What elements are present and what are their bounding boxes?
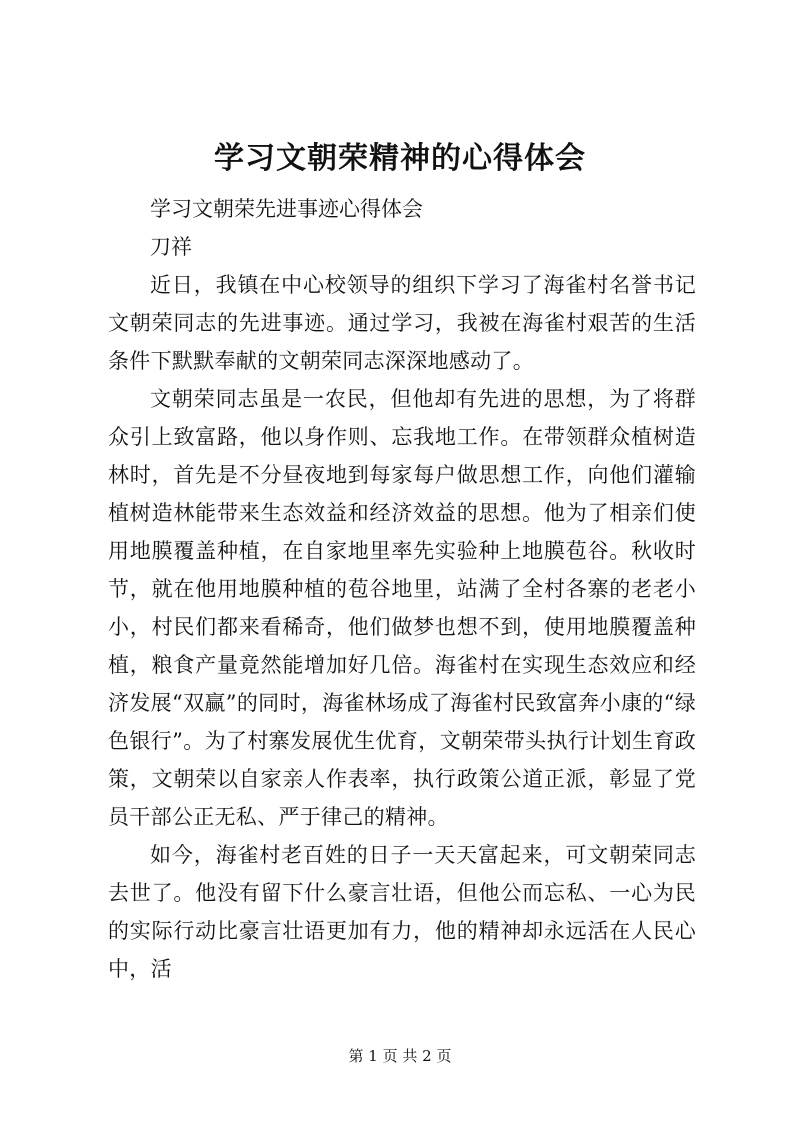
paragraph: 如今，海雀村老百姓的日子一天天富起来，可文朝荣同志去世了。他没有留下什么豪言壮语，但他公而忘私、一心为民的实际行动比豪言壮语更加有力，他的精神却永远活在人民心中，活 <box>108 843 696 981</box>
document-subtitle: 学习文朝荣先进事迹心得体会 <box>150 197 423 221</box>
paragraph: 近日，我镇在中心校领导的组织下学习了海雀村名誉书记文朝荣同志的先进事迹。通过学习，我被在海雀村艰苦的生活条件下默默奉献的文朝荣同志深深地感动了。 <box>108 273 696 373</box>
document-author: 刀祥 <box>150 235 192 259</box>
document-title: 学习文朝荣精神的心得体会 <box>214 141 586 176</box>
page-footer: 第 1 页 共 2 页 <box>348 1047 452 1065</box>
document-body <box>108 190 696 988</box>
paragraph: 文朝荣同志虽是一农民，但他却有先进的思想，为了将群众引上致富路，他以身作则、忘我地工作。在带领群众植树造林时，首先是不分昼夜地到每家每户做思想工作，向他们灌输植树造林能带来生态效益和经济效益的思想。他为了相亲们使用地膜覆盖种植，在自家地里率先实验种上地膜苞谷。秋收时节，就在他用地膜种植的苞谷地里，站满了全村各寨的老老小小，村民们都来看稀奇，他们做梦也想不到，使用地膜覆盖种植，粮食产量竟然能增加好几倍。海雀村在实现生态效应和经济发展“双赢”的同时，海雀林场成了海雀村民致富奔小康的“绿色银行”。为了村寨发展优生优育，文朝荣带头执行计划生育政策，文朝荣以自家亲人作表率，执行政策公道正派，彰显了党员干部公正无私、严于律己的精神。 <box>108 387 696 829</box>
